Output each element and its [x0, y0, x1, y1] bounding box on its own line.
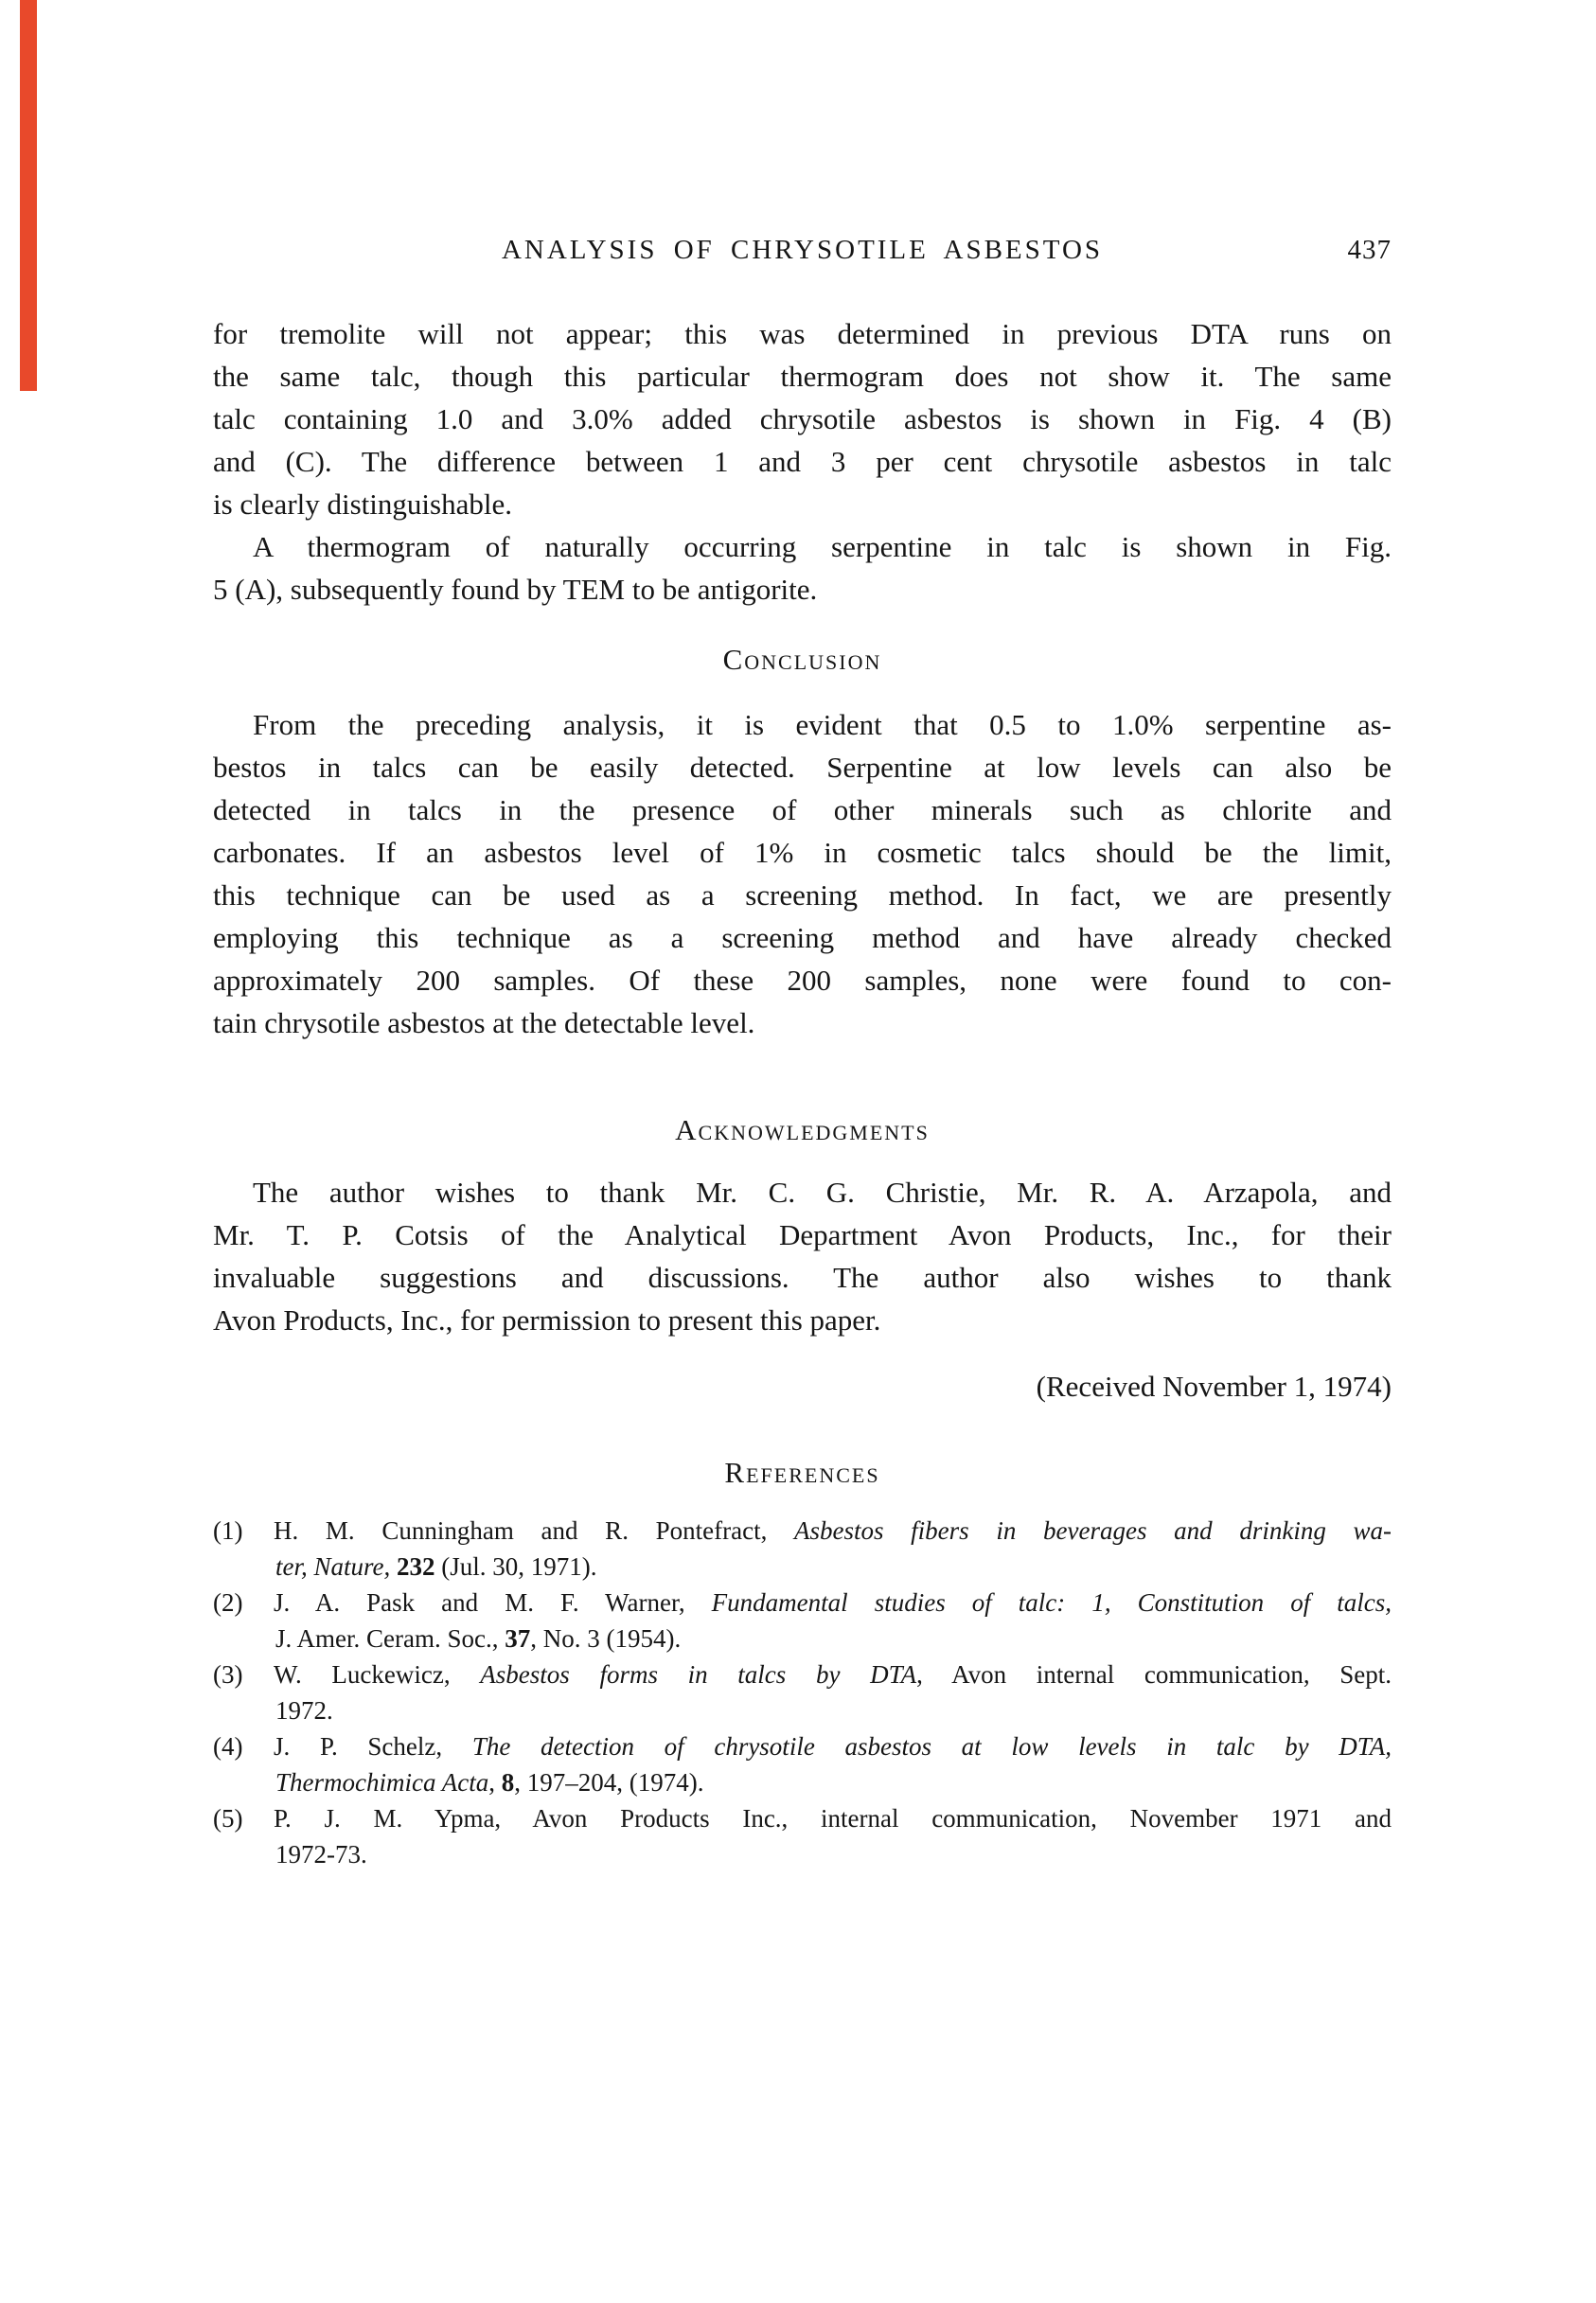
text-line: From the preceding analysis, it is evident that 0.5 to 1.0% serpentine as- — [253, 708, 1392, 741]
reference-list — [213, 1513, 1392, 1872]
text-line: this technique can be used as a screening method. In fact, we are presently — [213, 878, 1392, 912]
scan-artifact-red-strip — [20, 0, 37, 391]
reference-item — [213, 1513, 1392, 1585]
reference-line — [213, 1800, 1392, 1836]
text-line: The author wishes to thank Mr. C. G. Christie, Mr. R. A. Arzapola, and — [253, 1176, 1392, 1209]
section-heading-references: References — [724, 1456, 880, 1489]
reference-number: (3) — [213, 1660, 243, 1689]
text-line: carbonates. If an asbestos level of 1% in cosmetic talcs should be the limit, — [213, 836, 1392, 869]
reference-text: J. P. Schelz, The detection of chrysotile asbestos at low levels in talc by DTA, — [274, 1732, 1392, 1761]
reference-item — [213, 1728, 1392, 1800]
text-column — [213, 0, 1392, 2303]
reference-line: Thermochimica Acta, 8, 197–204, (1974). — [275, 1768, 704, 1797]
text-line: and (C). The difference between 1 and 3 per cent chrysotile asbestos in talc — [213, 445, 1392, 478]
page-number: 437 — [1347, 235, 1392, 265]
reference-line — [213, 1728, 1392, 1764]
reference-line — [213, 1656, 1392, 1692]
received-date-line: (Received November 1, 1974) — [1036, 1370, 1392, 1403]
reference-item — [213, 1800, 1392, 1872]
text-line: 5 (A), subsequently found by TEM to be antigorite. — [213, 573, 818, 606]
reference-line: 1972. — [275, 1696, 333, 1725]
reference-item — [213, 1585, 1392, 1656]
reference-line — [213, 1513, 1392, 1549]
text-line: Mr. T. P. Cotsis of the Analytical Department Avon Products, Inc., for their — [213, 1218, 1392, 1251]
text-line: detected in talcs in the presence of other minerals such as chlorite and — [213, 793, 1392, 826]
reference-text: P. J. M. Ypma, Avon Products Inc., internal communication, November 1971 and — [274, 1804, 1392, 1833]
text-line: A thermogram of naturally occurring serpentine in talc is shown in Fig. — [253, 530, 1392, 563]
reference-text: H. M. Cunningham and R. Pontefract, Asbestos fibers in beverages and drinking wa- — [274, 1516, 1392, 1545]
section-heading-acknowledgments: Acknowledgments — [675, 1113, 930, 1146]
text-line: bestos in talcs can be easily detected. Serpentine at low levels can also be — [213, 751, 1392, 784]
text-line: is clearly distinguishable. — [213, 487, 512, 521]
paragraph-continuation — [213, 312, 1392, 525]
section-heading-conclusion: Conclusion — [722, 643, 882, 676]
text-line: approximately 200 samples. Of these 200 samples, none were found to con- — [213, 964, 1392, 997]
paragraph-acknowledgments — [213, 1171, 1392, 1341]
text-line: invaluable suggestions and discussions. The author also wishes to thank — [213, 1261, 1392, 1294]
reference-line: J. Amer. Ceram. Soc., 37, No. 3 (1954). — [275, 1624, 682, 1653]
reference-line — [213, 1585, 1392, 1621]
reference-number: (1) — [213, 1516, 243, 1545]
paragraph-thermogram — [213, 525, 1392, 611]
text-line: employing this technique as a screening method and have already checked — [213, 921, 1392, 954]
reference-line: 1972-73. — [275, 1840, 367, 1869]
reference-number: (2) — [213, 1588, 243, 1617]
text-line: the same talc, though this particular thermogram does not show it. The same — [213, 360, 1392, 393]
reference-item — [213, 1656, 1392, 1728]
reference-text: W. Luckewicz, Asbestos forms in talcs by DTA, Avon internal communication, Sept. — [274, 1660, 1392, 1689]
reference-line: ter, Nature, 232 (Jul. 30, 1971). — [275, 1552, 597, 1581]
reference-text: J. A. Pask and M. F. Warner, Fundamental studies of talc: 1, Constitution of talcs, — [274, 1588, 1392, 1617]
text-line: tain chrysotile asbestos at the detectable level. — [213, 1006, 755, 1039]
paragraph-conclusion — [213, 703, 1392, 1044]
reference-number: (5) — [213, 1804, 243, 1833]
text-line: talc containing 1.0 and 3.0% added chrysotile asbestos is shown in Fig. 4 (B) — [213, 402, 1392, 435]
reference-number: (4) — [213, 1732, 243, 1761]
text-line: for tremolite will not appear; this was determined in previous DTA runs on — [213, 317, 1392, 350]
running-head-title: ANALYSIS OF CHRYSOTILE ASBESTOS — [501, 235, 1104, 265]
running-header — [213, 235, 1392, 266]
text-line: Avon Products, Inc., for permission to present this paper. — [213, 1303, 881, 1337]
